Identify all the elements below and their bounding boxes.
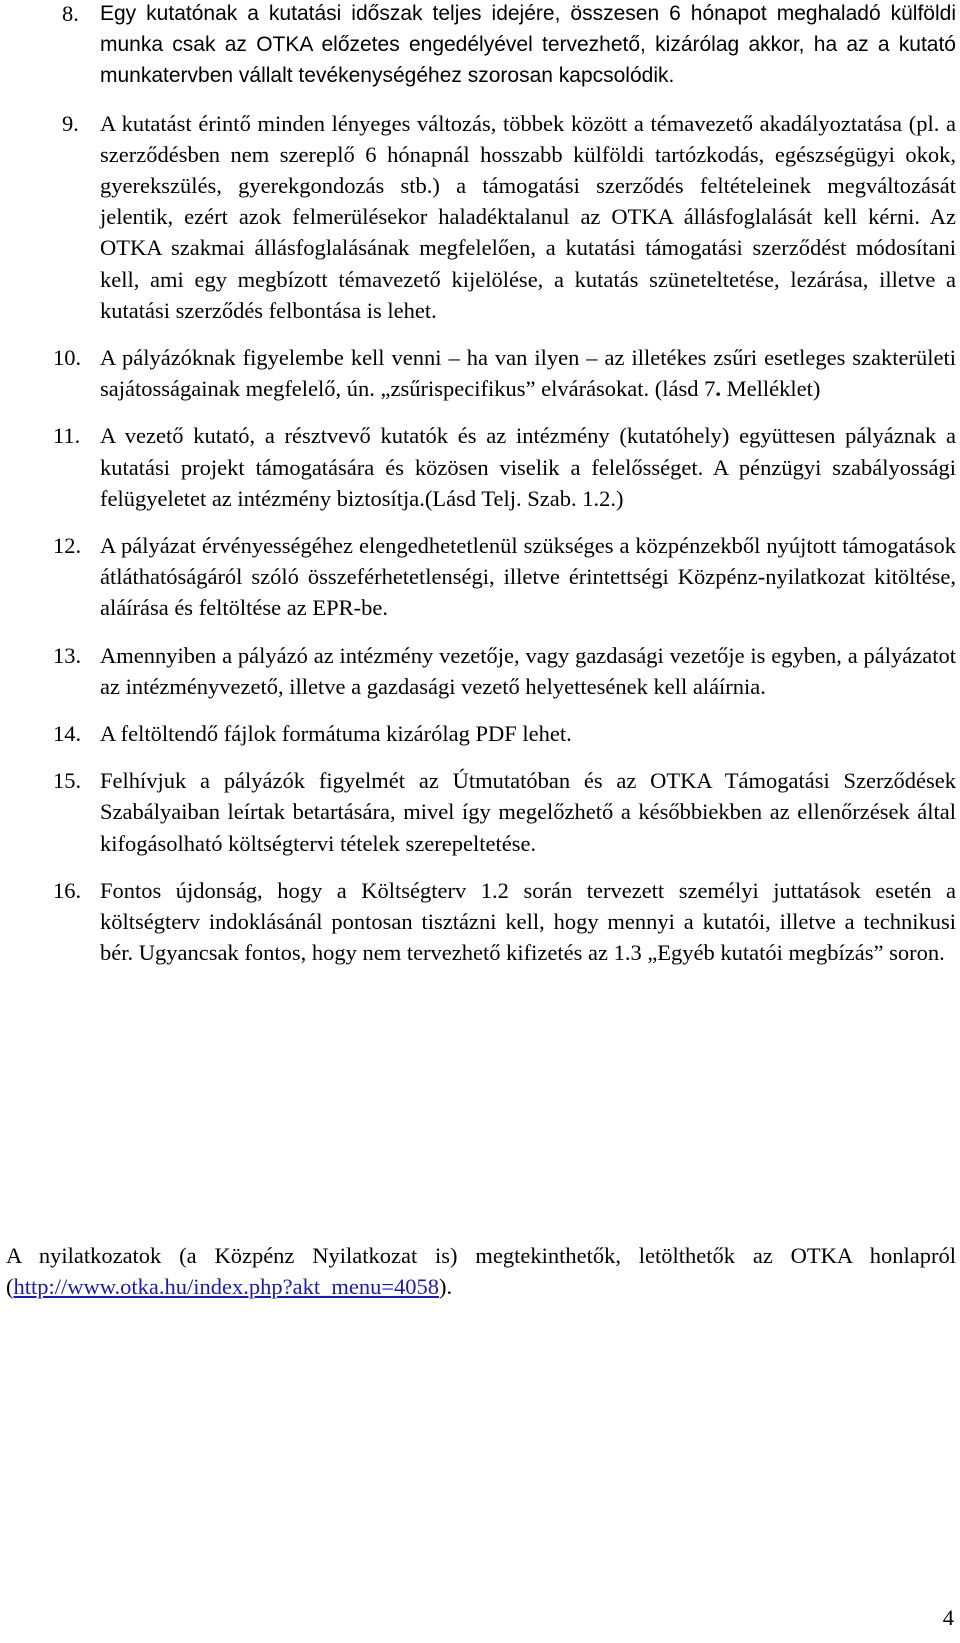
list-item-9: [62, 108, 956, 326]
item-number: 10.: [53, 345, 82, 371]
page-number: 4: [942, 1605, 954, 1630]
item-text-before: A pályázóknak figyelembe kell venni – ha van ilyen – az illetékes zsűri esetleges szakterületi sajátosságainak megfelelő, ún. „zsűrispecifikus” elvárásokat. (lásd 7: [100, 345, 956, 402]
list-item-15: [53, 765, 956, 859]
footer-paragraph: [6, 1240, 956, 1302]
item-number: 9.: [62, 110, 79, 136]
item-number: 16.: [53, 877, 82, 903]
footer-text-before: A nyilatkozatok (a Közpénz Nyilatkozat is) megtekinthetők, letölthetők az OTKA honlapról (: [6, 1243, 956, 1300]
list-item-8: [62, 0, 956, 92]
list-item-12: [53, 530, 956, 624]
item-text-after: Melléklet): [721, 376, 821, 402]
footer-text-after: ).: [439, 1274, 453, 1300]
item-text: A feltöltendő fájlok formátuma kizárólag PDF lehet.: [100, 721, 572, 747]
item-text: Egy kutatónak a kutatási időszak teljes idejére, összesen 6 hónapot meghaladó külföldi munka csak az OTKA előzetes engedélyével tervezhető, kizárólag akkor, ha az a kutató munkatervben vállalt tevékenységéhez szorosan kapcsolódik.: [100, 2, 956, 88]
list-item-11: [53, 420, 956, 514]
item-number: 12.: [53, 533, 82, 559]
item-number: 14.: [53, 721, 82, 747]
item-text: Fontos újdonság, hogy a Költségterv 1.2 során tervezett személyi juttatások esetén a költségterv indoklásánál pontosan tisztázni kell, hogy mennyi a kutatói, illetve a technikusi bér. Ugyancsak fontos, hogy nem tervezhető kifizetés az 1.3 „Egyéb kutatói megbízás” soron.: [100, 877, 956, 966]
item-text-bold: .: [715, 376, 722, 402]
item-number: 11.: [53, 423, 81, 449]
list-item-13: [53, 640, 956, 702]
item-text: A kutatást érintő minden lényeges változás, többek között a témavezető akadályoztatása (pl. a szerződésben nem szereplő 6 hónapnál hosszabb külföldi tartózkodás, egészségügyi okok, gyerekszülés, gyerekgondozás stb.) a támogatási szerződés feltételeinek megváltozását jelentik, ezért azok felmerülésekor haladéktalanul az OTKA állásfoglalását kell kérni. Az OTKA szakmai állásfoglalásának megfelelően, a kutatási támogatási szerződést módosítani kell, ami egy megbízott témavezető kijelölése, a kutatás szüneteltetése, lezárása, illetve a kutatási szerződés felbontása is lehet.: [100, 110, 956, 323]
list-item-10: [53, 342, 956, 404]
item-number: 13.: [53, 642, 82, 668]
otka-link[interactable]: http://www.otka.hu/index.php?akt_menu=4058: [13, 1274, 440, 1300]
numbered-list: [53, 0, 956, 984]
item-text: A vezető kutató, a résztvevő kutatók és az intézmény (kutatóhely) együttesen pályáznak a kutatási projekt támogatására és közösen viselik a felelősséget. A pénzügyi szabályossági felügyeletet az intézmény biztosítja.(Lásd Telj. Szab. 1.2.): [100, 423, 956, 511]
item-text: [100, 342, 956, 404]
item-text: Amennyiben a pályázó az intézmény vezetője, vagy gazdasági vezetője is egyben, a pályázatot az intézményvezető, illetve a gazdasági vezető helyettesének kell aláírnia.: [100, 642, 956, 699]
item-text: A pályázat érvényességéhez elengedhetetlenül szükséges a közpénzekből nyújtott támogatások átláthatóságáról szóló összeférhetetlenségi, illetve érintettségi Közpénz-nyilatkozat kitöltése, aláírása és feltöltése az EPR-be.: [100, 533, 956, 621]
list-item-14: [53, 718, 956, 749]
item-number: 8.: [62, 1, 79, 26]
list-item-16: [53, 875, 956, 969]
item-number: 15.: [53, 768, 82, 794]
item-text: Felhívjuk a pályázók figyelmét az Útmutatóban és az OTKA Támogatási Szerződések Szabályaiban leírtak betartására, mivel így megelőzhető a későbbiekben az ellenőrzések által kifogásolható költségtervi tételek szerepeltetése.: [100, 768, 956, 856]
